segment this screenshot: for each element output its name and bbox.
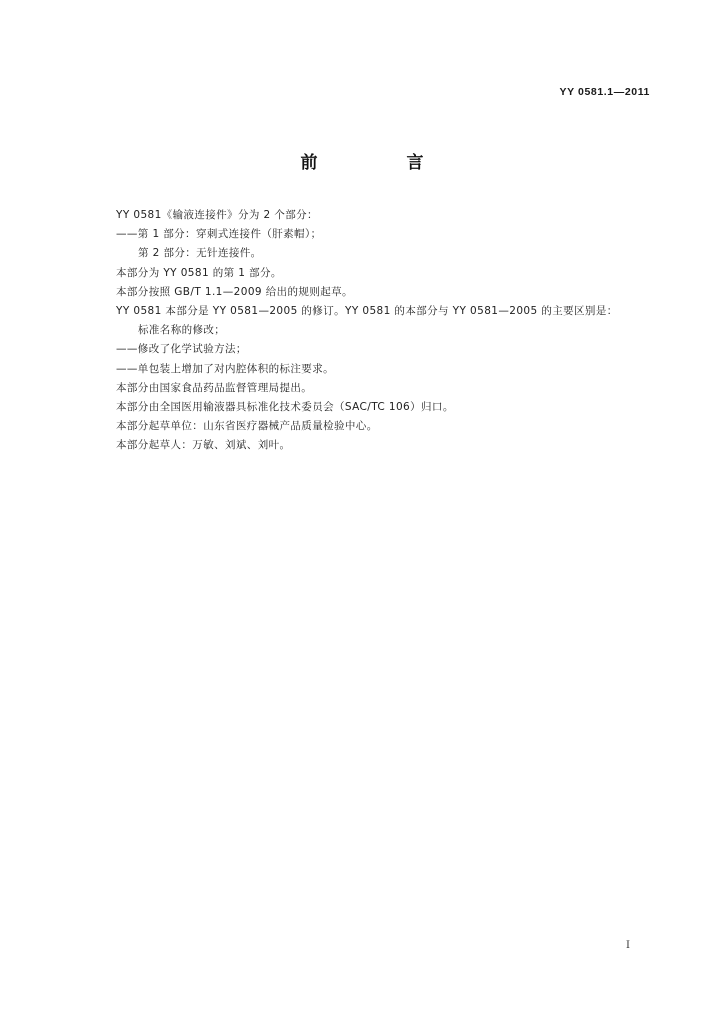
paragraph-line: 本部分由国家食品药品监督管理局提出。	[116, 381, 313, 394]
paragraph-line: 第 2 部分：无针连接件。	[138, 247, 262, 260]
paragraph-line: 标准名称的修改；	[138, 324, 226, 337]
paragraph-line: 本部分起草人：万敏、刘斌、刘叶。	[116, 439, 291, 452]
paragraph-line: 本部分由全国医用输液器具标准化技术委员会（SAC/TC 106）归口。	[116, 400, 454, 413]
paragraph-line: 本部分起草单位：山东省医疗器械产品质量检验中心。	[116, 420, 378, 433]
preface-body	[116, 206, 676, 455]
page-title: 前 言	[300, 153, 460, 173]
paragraph-line: YY 0581《输液连接件》分为 2 个部分：	[116, 209, 318, 221]
paragraph-line: 本部分为 YY 0581 的第 1 部分。	[116, 266, 282, 279]
paragraph-line: ——第 1 部分：穿刺式连接件（肝素帽）；	[116, 228, 322, 241]
paragraph-line: ——修改了化学试验方法；	[116, 343, 247, 356]
page-number: I	[626, 940, 630, 951]
paragraph-line: YY 0581 本部分是 YY 0581—2005 的修订。YY 0581 的本部分与 YY 0581—2005 的主要区别是：	[116, 304, 618, 317]
paragraph-line: 本部分按照 GB/T 1.1—2009 给出的规则起草。	[116, 285, 353, 298]
paragraph-line: ——单包装上增加了对内腔体积的标注要求。	[116, 362, 334, 375]
standard-number: YY 0581.1—2011	[559, 86, 650, 98]
